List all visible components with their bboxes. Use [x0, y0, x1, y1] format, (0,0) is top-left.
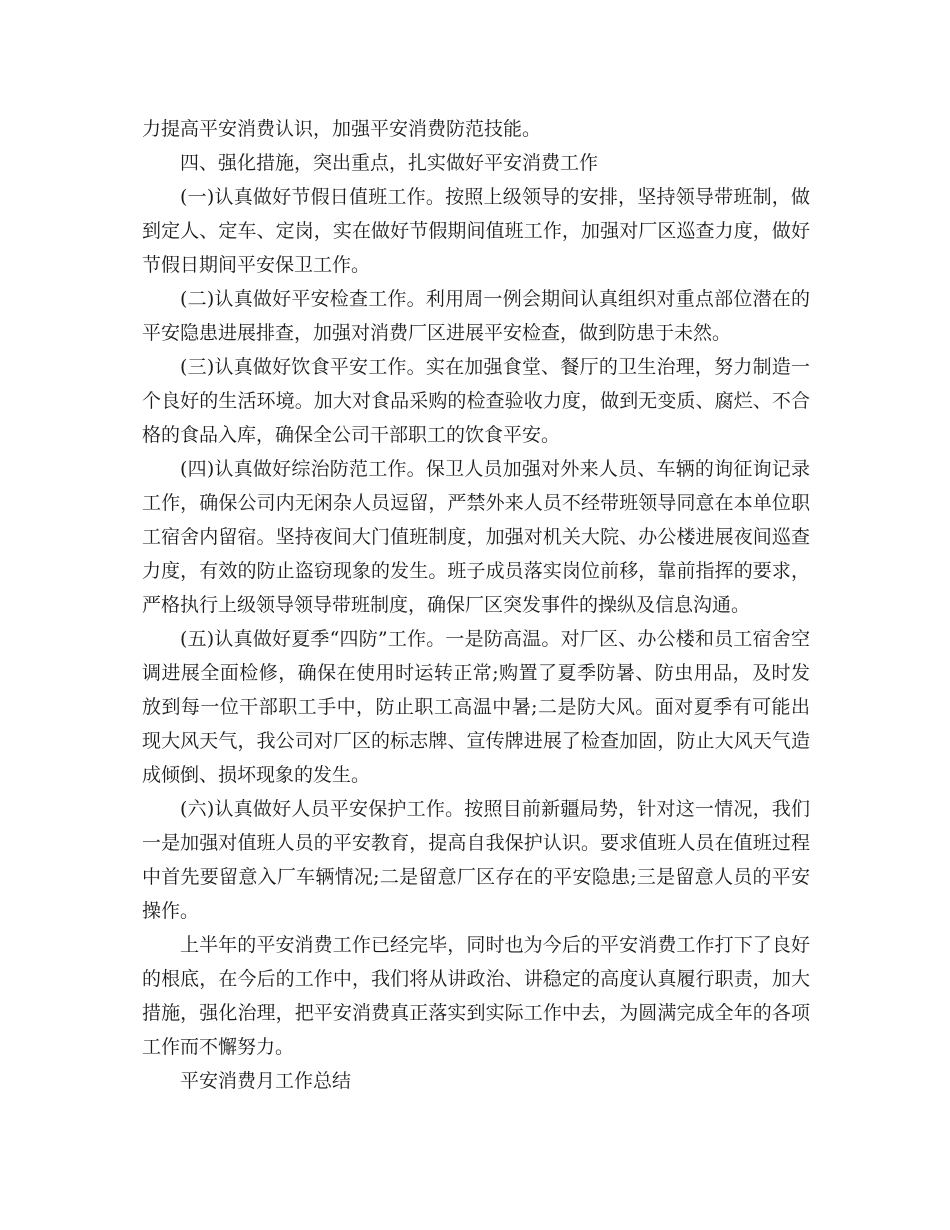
paragraph-item-6: (六)认真做好人员平安保护工作。按照目前新疆局势，针对这一情况，我们一是加强对值班人员的平安教育，提高自我保护认识。要求值班人员在值班过程中首先要留意入厂车辆情况;二是留意厂区存在的平安隐患;三是留意人员的平安操作。: [142, 798, 810, 922]
paragraph-continuation: 力提高平安消费认识，加强平安消费防范技能。: [142, 118, 542, 140]
paragraph-item-2: (二)认真做好平安检查工作。利用周一例会期间认真组织对重点部位潜在的平安隐患进展排查，加强对消费厂区进展平安检查，做到防患于未然。: [142, 288, 810, 344]
paragraph-item-1: (一)认真做好节假日值班工作。按照上级领导的安排，坚持领导带班制，做到定人、定车、定岗，实在做好节假期间值班工作，加强对厂区巡查力度，做好节假日期间平安保卫工作。: [142, 186, 810, 276]
paragraph-item-3: (三)认真做好饮食平安工作。实在加强食堂、餐厅的卫生治理，努力制造一个良好的生活环境。加大对食品采购的检查验收力度，做到无变质、腐烂、不合格的食品入库，确保全公司干部职工的饮食平安。: [142, 356, 810, 446]
document-body: [142, 112, 810, 1098]
next-section-title: 平安消费月工作总结: [180, 1070, 352, 1092]
paragraph-item-5: (五)认真做好夏季“四防”工作。一是防高温。对厂区、办公楼和员工宿舍空调进展全面检修，确保在使用时运转正常;购置了夏季防暑、防虫用品，及时发放到每一位干部职工手中，防止职工高温中暑;二是防大风。面对夏季有可能出现大风天气，我公司对厂区的标志牌、宣传牌进展了检查加固，防止大风天气造成倾倒、损坏现象的发生。: [142, 628, 810, 786]
paragraph-conclusion: 上半年的平安消费工作已经完毕，同时也为今后的平安消费工作打下了良好的根底，在今后的工作中，我们将从讲政治、讲稳定的高度认真履行职责，加大措施，强化治理，把平安消费真正落实到实际工作中去，为圆满完成全年的各项工作而不懈努力。: [142, 934, 810, 1058]
paragraph-item-4: (四)认真做好综治防范工作。保卫人员加强对外来人员、车辆的询征询记录工作，确保公司内无闲杂人员逗留，严禁外来人员不经带班领导同意在本单位职工宿舍内留宿。坚持夜间大门值班制度，加强对机关大院、办公楼进展夜间巡查力度，有效的防止盗窃现象的发生。班子成员落实岗位前移，靠前指挥的要求，严格执行上级领导领导带班制度，确保厂区突发事件的操纵及信息沟通。: [142, 458, 810, 616]
section-heading: 四、强化措施，突出重点，扎实做好平安消费工作: [180, 152, 599, 174]
